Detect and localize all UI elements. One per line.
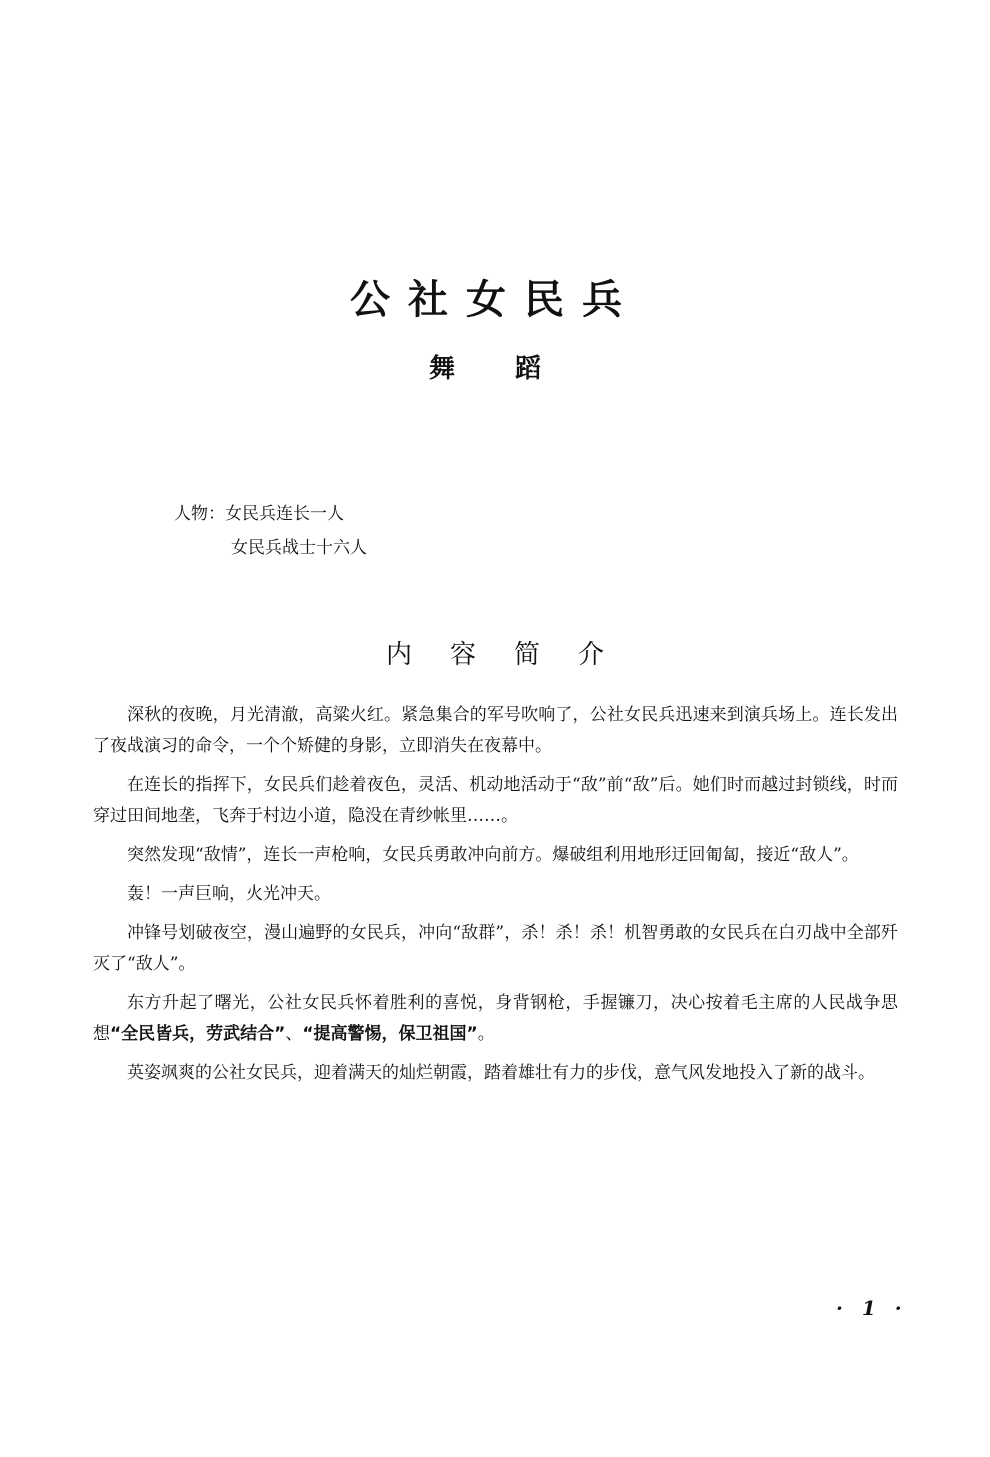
- paragraph-3: 突然发现“敌情”，连长一声枪响，女民兵勇敢冲向前方。爆破组利用地形迂回匍匐，接近“敌人”。: [127, 845, 859, 865]
- paragraph-5: 冲锋号划破夜空，漫山遍野的女民兵，冲向“敌群”，杀！杀！杀！机智勇敢的女民兵在白刃战中全部歼灭了“敌人”。: [93, 923, 898, 974]
- paragraph-7: 英姿飒爽的公社女民兵，迎着满天的灿烂朝霞，踏着雄壮有力的步伐，意气风发地投入了新的战斗。: [127, 1063, 875, 1083]
- paragraph-1: 深秋的夜晚，月光清澈，高粱火红。紧急集合的军号吹响了，公社女民兵迅速来到演兵场上。连长发出了夜战演习的命令，一个个矫健的身影，立即消失在夜幕中。: [93, 705, 898, 756]
- document-title: 公社女民兵: [350, 277, 640, 323]
- page-number: · 1 ·: [836, 1296, 908, 1320]
- paragraph-2: 在连长的指挥下，女民兵们趁着夜色，灵活、机动地活动于“敌”前“敌”后。她们时而越过封锁线，时而穿过田间地垄，飞奔于村边小道，隐没在青纱帐里……。: [93, 775, 898, 826]
- character-line-soldiers: 女民兵战士十六人: [231, 538, 367, 558]
- character-line-leader: 人物：女民兵连长一人: [174, 504, 344, 524]
- paragraph-4: 轰！一声巨响，火光冲天。: [127, 884, 331, 904]
- character-list: [174, 497, 367, 565]
- document-subtitle: 舞蹈: [428, 354, 601, 384]
- paragraph-6-text: 东方升起了曙光，公社女民兵怀着胜利的喜悦，身背钢枪，手握镰刀，决心按着毛主席的人民战争思想: [93, 993, 898, 1044]
- synopsis-body: [93, 700, 898, 1097]
- paragraph-6: [93, 988, 898, 1050]
- slogan-quote-1: “全民皆兵，劳武结合”: [110, 1024, 286, 1044]
- slogan-separator: 、: [285, 1024, 303, 1044]
- slogan-quote-2: “提高警惕，保卫祖国”: [302, 1024, 478, 1044]
- paragraph-6-end: 。: [477, 1024, 495, 1044]
- section-heading: 内容简介: [385, 640, 642, 670]
